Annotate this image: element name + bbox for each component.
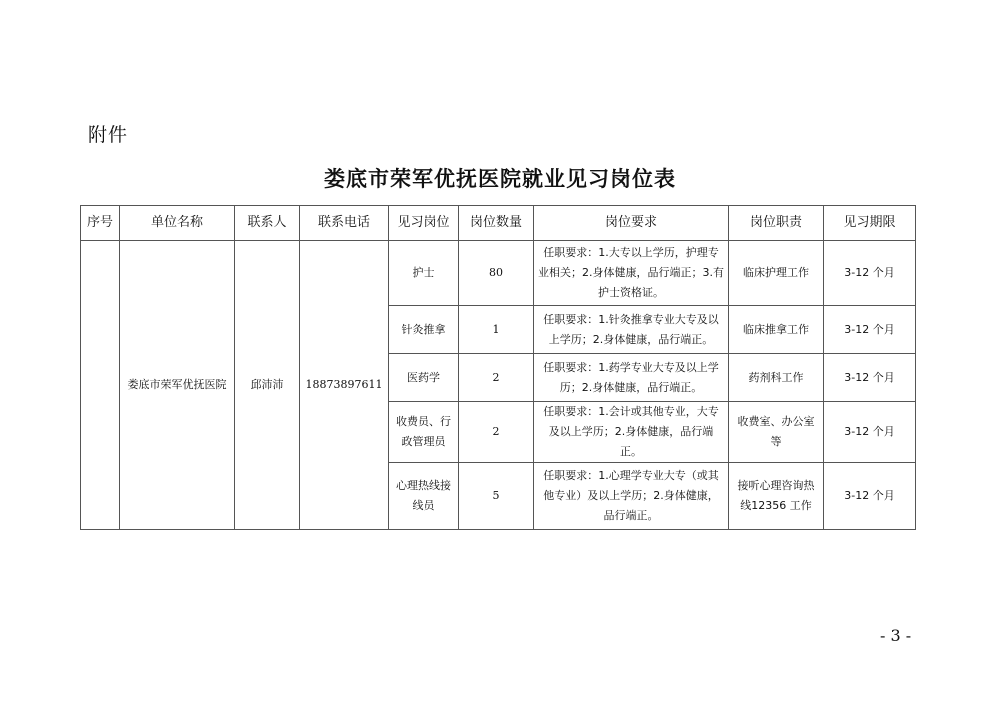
requirement-cell: 任职要求：1.大专以上学历，护理专业相关；2.身体健康，品行端正；3.有护士资格证。 <box>534 241 729 306</box>
internship-positions-table <box>80 205 916 530</box>
table-header-row <box>81 206 916 241</box>
column-header: 单位名称 <box>120 206 235 241</box>
post-cell: 针灸推拿 <box>389 306 459 354</box>
attachment-label: 附件 <box>88 124 129 146</box>
column-header: 见习期限 <box>824 206 916 241</box>
seq-cell <box>81 241 120 530</box>
period-cell: 3-12 个月 <box>824 354 916 402</box>
page-number: - 3 - <box>880 626 912 645</box>
duty-cell: 收费室、办公室等 <box>729 402 824 463</box>
phone-cell: 18873897611 <box>300 241 389 530</box>
column-header: 联系电话 <box>300 206 389 241</box>
post-cell: 收费员、行政管理员 <box>389 402 459 463</box>
requirement-cell: 任职要求：1.会计或其他专业，大专及以上学历；2.身体健康，品行端正。 <box>534 402 729 463</box>
count-cell: 5 <box>459 463 534 530</box>
count-cell: 1 <box>459 306 534 354</box>
period-cell: 3-12 个月 <box>824 241 916 306</box>
post-cell: 医药学 <box>389 354 459 402</box>
post-cell: 护士 <box>389 241 459 306</box>
column-header: 岗位要求 <box>534 206 729 241</box>
period-cell: 3-12 个月 <box>824 306 916 354</box>
duty-cell: 接听心理咨询热线12356 工作 <box>729 463 824 530</box>
requirement-cell: 任职要求：1.药学专业大专及以上学历；2.身体健康，品行端正。 <box>534 354 729 402</box>
column-header: 岗位数量 <box>459 206 534 241</box>
count-cell: 80 <box>459 241 534 306</box>
period-cell: 3-12 个月 <box>824 463 916 530</box>
duty-cell: 临床护理工作 <box>729 241 824 306</box>
document-title: 娄底市荣军优抚医院就业见习岗位表 <box>324 166 676 191</box>
requirement-cell: 任职要求：1.针灸推拿专业大专及以上学历；2.身体健康，品行端正。 <box>534 306 729 354</box>
post-cell: 心理热线接线员 <box>389 463 459 530</box>
requirement-cell: 任职要求：1.心理学专业大专（或其他专业）及以上学历；2.身体健康，品行端正。 <box>534 463 729 530</box>
count-cell: 2 <box>459 354 534 402</box>
column-header: 见习岗位 <box>389 206 459 241</box>
contact-cell: 邱沛沛 <box>235 241 300 530</box>
column-header: 联系人 <box>235 206 300 241</box>
column-header: 岗位职责 <box>729 206 824 241</box>
count-cell: 2 <box>459 402 534 463</box>
period-cell: 3-12 个月 <box>824 402 916 463</box>
table-row <box>81 241 916 306</box>
column-header: 序号 <box>81 206 120 241</box>
unit-name-cell: 娄底市荣军优抚医院 <box>120 241 235 530</box>
duty-cell: 临床推拿工作 <box>729 306 824 354</box>
duty-cell: 药剂科工作 <box>729 354 824 402</box>
